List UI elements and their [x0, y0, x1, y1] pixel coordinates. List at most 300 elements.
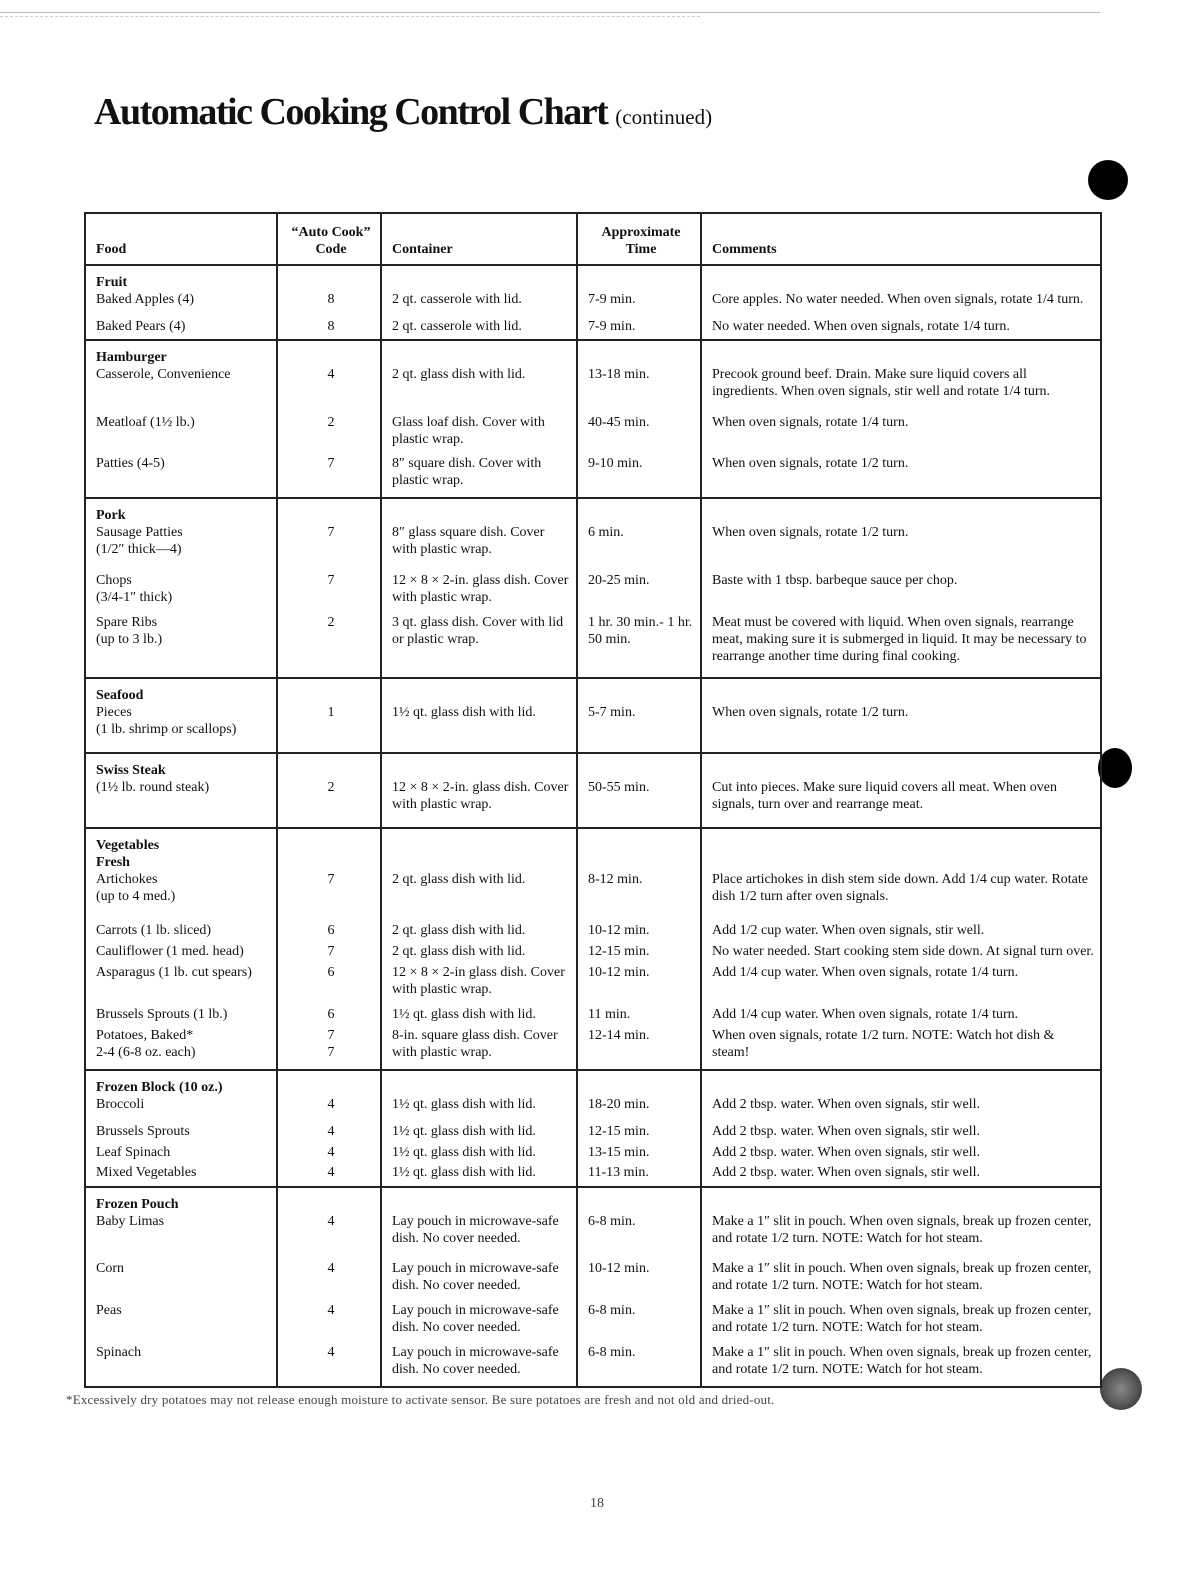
food-cell — [85, 964, 277, 1006]
auto-cook-code-cell — [277, 922, 381, 943]
food-name: Artichokes — [96, 871, 158, 887]
auto-cook-code-cell — [277, 455, 381, 498]
auto-cook-code: 4 — [327, 1303, 335, 1319]
auto-cook-code: 6 — [327, 965, 335, 981]
comments: Make a 1″ slit in pouch. When oven signals, break up frozen center, and rotate 1/2 turn. NOTE: Watch for hot steam. — [712, 1213, 1092, 1246]
comments-cell — [701, 753, 1101, 828]
approx-time: 11 min. — [588, 1006, 631, 1022]
comments-cell — [701, 318, 1101, 340]
table-row — [85, 828, 1101, 923]
comments-cell — [701, 922, 1101, 943]
auto-cook-code: 4 — [327, 1344, 335, 1360]
food-cell — [85, 1144, 277, 1165]
table-row — [85, 1070, 1101, 1123]
approx-time: 7-9 min. — [588, 292, 636, 307]
food-cell — [85, 1302, 277, 1344]
food-cell — [85, 922, 277, 943]
container-cell — [381, 498, 577, 572]
food-cell — [85, 1027, 277, 1070]
food-cell — [85, 678, 277, 753]
food-name: Meatloaf (1½ lb.) — [96, 414, 195, 430]
food-cell — [85, 614, 277, 678]
food-detail: (up to 4 med.) — [96, 888, 176, 904]
group-name: Vegetables — [96, 837, 160, 853]
food-name: Carrots (1 lb. sliced) — [96, 923, 212, 939]
approx-time: 11-13 min. — [588, 1165, 649, 1181]
food-name: Spinach — [96, 1344, 142, 1360]
food-cell — [85, 1344, 277, 1387]
container-cell — [381, 414, 577, 456]
table-header-row — [85, 213, 1101, 265]
header-time-line2: Time — [625, 242, 657, 257]
table-row — [85, 572, 1101, 614]
container: 2 qt. glass dish with lid. — [392, 923, 526, 939]
food-name: Corn — [96, 1261, 124, 1277]
comments: When oven signals, rotate 1/4 turn. — [712, 414, 909, 430]
food-cell — [85, 1070, 277, 1123]
cooking-chart — [84, 212, 1100, 1388]
header-food: Food — [85, 213, 277, 265]
approx-time: 5-7 min. — [588, 704, 636, 720]
approx-time: 6 min. — [588, 525, 624, 541]
food-cell — [85, 414, 277, 456]
approx-time: 6-8 min. — [588, 1344, 636, 1360]
comments: Add 2 tbsp. water. When oven signals, stir well. — [712, 1123, 981, 1139]
approx-time-cell — [577, 1006, 701, 1027]
comments: Make a 1″ slit in pouch. When oven signals, break up frozen center, and rotate 1/2 turn. NOTE: Watch for hot steam. — [712, 1344, 1092, 1377]
approx-time-cell — [577, 1164, 701, 1186]
container: 2 qt. glass dish with lid. — [392, 944, 526, 960]
auto-cook-code-cell — [277, 318, 381, 340]
auto-cook-code: 8 — [327, 292, 335, 307]
comments-cell — [701, 1260, 1101, 1302]
header-container: Container — [381, 213, 577, 265]
table-row — [85, 753, 1101, 828]
auto-cook-code: 8 — [327, 318, 335, 334]
comments-cell — [701, 1187, 1101, 1261]
group-name: Frozen Pouch — [96, 1196, 179, 1212]
container-cell — [381, 828, 577, 923]
approx-time: 10-12 min. — [588, 965, 650, 981]
comments-cell — [701, 1144, 1101, 1165]
comments: Add 1/2 cup water. When oven signals, stir well. — [712, 923, 985, 939]
table-row — [85, 414, 1101, 456]
food-name: Chops — [96, 573, 132, 589]
header-comments: Comments — [701, 213, 1101, 265]
container: 1½ qt. glass dish with lid. — [392, 704, 536, 720]
comments-cell — [701, 340, 1101, 414]
approx-time: 12-15 min. — [588, 1123, 650, 1139]
auto-cook-code-cell — [277, 678, 381, 753]
food-name: Baked Apples (4) — [96, 292, 194, 307]
title-subtitle: (continued) — [615, 105, 713, 129]
table-body — [85, 265, 1101, 1387]
auto-cook-code: 2 — [327, 414, 335, 430]
comments: When oven signals, rotate 1/2 turn. — [712, 525, 909, 541]
header-time — [577, 213, 701, 265]
table-row — [85, 265, 1101, 318]
container: 8″ square dish. Cover with plastic wrap. — [392, 456, 542, 489]
group-name: Frozen Block (10 oz.) — [96, 1079, 223, 1095]
comments-cell — [701, 1344, 1101, 1387]
auto-cook-code: 7 — [327, 525, 335, 541]
table-row — [85, 1344, 1101, 1387]
container: 2 qt. glass dish with lid. — [392, 366, 526, 382]
comments-cell — [701, 455, 1101, 498]
auto-cook-code-cell — [277, 828, 381, 923]
group-name: Seafood — [96, 687, 144, 703]
auto-cook-code-cell — [277, 1344, 381, 1387]
table-row — [85, 318, 1101, 340]
container: Lay pouch in microwave-safe dish. No cover needed. — [392, 1344, 559, 1377]
food-detail: (1/2″ thick—4) — [96, 542, 182, 558]
auto-cook-code: 7 — [327, 871, 335, 887]
container-cell — [381, 1344, 577, 1387]
container-cell — [381, 572, 577, 614]
approx-time: 1 hr. 30 min.- 1 hr. 50 min. — [588, 614, 693, 647]
approx-time: 13-18 min. — [588, 366, 650, 382]
auto-cook-code-cell — [277, 1144, 381, 1165]
approx-time-cell — [577, 1144, 701, 1165]
container-cell — [381, 753, 577, 828]
auto-cook-code: 1 — [327, 704, 335, 720]
auto-cook-code: 7 — [327, 944, 335, 960]
food-cell — [85, 318, 277, 340]
group-name: Hamburger — [96, 349, 167, 365]
comments-cell — [701, 964, 1101, 1006]
table-row — [85, 964, 1101, 1006]
approx-time: 50-55 min. — [588, 779, 650, 795]
approx-time: 7-9 min. — [588, 318, 636, 334]
food-cell — [85, 572, 277, 614]
table-row — [85, 678, 1101, 753]
approx-time-cell — [577, 1260, 701, 1302]
comments-cell — [701, 265, 1101, 318]
approx-time-cell — [577, 455, 701, 498]
table-row — [85, 340, 1101, 414]
comments: Cut into pieces. Make sure liquid covers all meat. When oven signals, turn over and rearrange meat. — [712, 779, 1057, 812]
approx-time-cell — [577, 1123, 701, 1144]
container: 12 × 8 × 2-in. glass dish. Cover with plastic wrap. — [392, 573, 569, 606]
group-name: Pork — [96, 508, 126, 524]
comments: Add 2 tbsp. water. When oven signals, stir well. — [712, 1096, 981, 1112]
comments-cell — [701, 498, 1101, 572]
auto-cook-code: 6 — [327, 1006, 335, 1022]
container-cell — [381, 964, 577, 1006]
table-row — [85, 943, 1101, 964]
food-name: Baby Limas — [96, 1213, 165, 1229]
comments-cell — [701, 1006, 1101, 1027]
food-cell — [85, 1260, 277, 1302]
auto-cook-code-cell — [277, 340, 381, 414]
container: 1½ qt. glass dish with lid. — [392, 1165, 536, 1181]
container: 8-in. square glass dish. Cover with plastic wrap. — [392, 1027, 558, 1060]
approx-time-cell — [577, 1344, 701, 1387]
food-cell — [85, 753, 277, 828]
auto-cook-code-cell — [277, 614, 381, 678]
food-name: Brussels Sprouts (1 lb.) — [96, 1006, 228, 1022]
container-cell — [381, 943, 577, 964]
header-code — [277, 213, 381, 265]
auto-cook-code-cell — [277, 498, 381, 572]
auto-cook-code-cell — [277, 1070, 381, 1123]
comments: Core apples. No water needed. When oven signals, rotate 1/4 turn. — [712, 292, 1084, 307]
container-cell — [381, 1123, 577, 1144]
auto-cook-code-cell — [277, 1027, 381, 1070]
approx-time-cell — [577, 943, 701, 964]
food-name: Cauliflower (1 med. head) — [96, 944, 244, 960]
approx-time-cell — [577, 1187, 701, 1261]
auto-cook-code-cell — [277, 1302, 381, 1344]
footnote: *Excessively dry potatoes may not release enough moisture to activate sensor. Be sure potatoes are fresh and not old and dried-out. — [66, 1392, 775, 1407]
comments: Place artichokes in dish stem side down. Add 1/4 cup water. Rotate dish 1/2 turn after oven signals. — [712, 871, 1088, 904]
scan-edge-line — [0, 16, 700, 17]
binder-hole-mark — [1100, 1368, 1142, 1410]
auto-cook-code-cell — [277, 265, 381, 318]
container: Lay pouch in microwave-safe dish. No cover needed. — [392, 1261, 559, 1294]
container: 8″ glass square dish. Cover with plastic wrap. — [392, 525, 545, 558]
auto-cook-code: 4 — [327, 1261, 335, 1277]
auto-cook-code: 7 — [327, 573, 335, 589]
approx-time: 10-12 min. — [588, 923, 650, 939]
food-name: Potatoes, Baked* — [96, 1027, 194, 1043]
food-cell — [85, 498, 277, 572]
comments-cell — [701, 828, 1101, 923]
container: 1½ qt. glass dish with lid. — [392, 1096, 536, 1112]
comments: Make a 1″ slit in pouch. When oven signals, break up frozen center, and rotate 1/2 turn. NOTE: Watch for hot steam. — [712, 1261, 1092, 1294]
comments: Make a 1″ slit in pouch. When oven signals, break up frozen center, and rotate 1/2 turn. NOTE: Watch for hot steam. — [712, 1303, 1092, 1336]
container: 1½ qt. glass dish with lid. — [392, 1006, 536, 1022]
food-name: Broccoli — [96, 1096, 145, 1112]
approx-time-cell — [577, 1070, 701, 1123]
approx-time: 40-45 min. — [588, 414, 650, 430]
food-name: Leaf Spinach — [96, 1144, 171, 1160]
comments-cell — [701, 614, 1101, 678]
approx-time: 10-12 min. — [588, 1261, 650, 1277]
container-cell — [381, 678, 577, 753]
comments-cell — [701, 1302, 1101, 1344]
approx-time-cell — [577, 318, 701, 340]
table-row — [85, 1164, 1101, 1186]
comments: No water needed. Start cooking stem side down. At signal turn over. — [712, 944, 1094, 960]
auto-cook-code-cell — [277, 414, 381, 456]
comments: Baste with 1 tbsp. barbeque sauce per chop. — [712, 573, 958, 589]
container: 1½ qt. glass dish with lid. — [392, 1144, 536, 1160]
comments: Add 2 tbsp. water. When oven signals, stir well. — [712, 1165, 981, 1181]
food-cell — [85, 1006, 277, 1027]
approx-time: 6-8 min. — [588, 1303, 636, 1319]
food-name: (1½ lb. round steak) — [96, 779, 210, 795]
table-row — [85, 1144, 1101, 1165]
auto-cook-code-cell — [277, 964, 381, 1006]
container: 2 qt. casserole with lid. — [392, 292, 522, 307]
auto-cook-code: 4 — [327, 366, 335, 382]
food-name: Peas — [96, 1303, 122, 1319]
comments: No water needed. When oven signals, rotate 1/4 turn. — [712, 318, 1010, 334]
title-text: Automatic Cooking Control Chart — [94, 91, 608, 133]
table-row — [85, 1027, 1101, 1070]
table-row — [85, 1302, 1101, 1344]
comments-cell — [701, 1123, 1101, 1144]
page-number: 18 — [590, 1496, 604, 1511]
approx-time: 20-25 min. — [588, 573, 650, 589]
auto-cook-code: 4 — [327, 1213, 335, 1229]
food-cell — [85, 265, 277, 318]
group-name: Fruit — [96, 275, 128, 290]
auto-cook-code-2: 7 — [327, 1044, 335, 1060]
page-title — [94, 90, 712, 134]
comments: Precook ground beef. Drain. Make sure liquid covers all ingredients. When oven signals, stir well and rotate 1/4 turn. — [712, 366, 1051, 399]
comments: Add 1/4 cup water. When oven signals, rotate 1/4 turn. — [712, 1006, 1019, 1022]
auto-cook-code: 4 — [327, 1144, 335, 1160]
food-name: Sausage Patties — [96, 525, 183, 541]
comments-cell — [701, 414, 1101, 456]
approx-time-cell — [577, 922, 701, 943]
comments: Meat must be covered with liquid. When oven signals, rearrange meat, making sure it is submerged in liquid. It may be necessary to rearrange another time during final cooking. — [712, 614, 1087, 664]
container-cell — [381, 1144, 577, 1165]
container-cell — [381, 1164, 577, 1186]
food-name: Spare Ribs — [96, 614, 158, 630]
table-row — [85, 1123, 1101, 1144]
food-cell — [85, 1187, 277, 1261]
approx-time-cell — [577, 614, 701, 678]
comments-cell — [701, 572, 1101, 614]
food-cell — [85, 828, 277, 923]
food-name: Patties (4-5) — [96, 456, 165, 472]
approx-time-cell — [577, 678, 701, 753]
table-row — [85, 1006, 1101, 1027]
approx-time: 12-14 min. — [588, 1027, 650, 1043]
food-name: Baked Pears (4) — [96, 318, 186, 334]
comments-cell — [701, 943, 1101, 964]
food-detail: (3/4-1″ thick) — [96, 590, 173, 606]
table-row — [85, 1187, 1101, 1261]
food-cell — [85, 340, 277, 414]
group-name: Swiss Steak — [96, 762, 166, 778]
comments: When oven signals, rotate 1/2 turn. — [712, 456, 909, 472]
food-detail: (up to 3 lb.) — [96, 631, 163, 647]
approx-time-cell — [577, 1302, 701, 1344]
auto-cook-code-cell — [277, 1260, 381, 1302]
container: Glass loaf dish. Cover with plastic wrap. — [392, 414, 545, 447]
container-cell — [381, 922, 577, 943]
table-row — [85, 1260, 1101, 1302]
auto-cook-code: 4 — [327, 1123, 335, 1139]
group-subname: Fresh — [96, 854, 130, 870]
container-cell — [381, 614, 577, 678]
container-cell — [381, 1006, 577, 1027]
approx-time: 9-10 min. — [588, 456, 643, 472]
auto-cook-code: 6 — [327, 923, 335, 939]
food-cell — [85, 1123, 277, 1144]
food-name: Mixed Vegetables — [96, 1165, 197, 1181]
auto-cook-code-cell — [277, 1123, 381, 1144]
food-cell — [85, 943, 277, 964]
food-name: Casserole, Convenience — [96, 366, 231, 382]
auto-cook-code: 7 — [327, 1027, 335, 1043]
auto-cook-code-cell — [277, 572, 381, 614]
auto-cook-code: 2 — [327, 779, 335, 795]
auto-cook-code: 4 — [327, 1165, 335, 1181]
binder-hole-mark — [1098, 748, 1132, 788]
approx-time-cell — [577, 572, 701, 614]
approx-time-cell — [577, 265, 701, 318]
approx-time: 12-15 min. — [588, 944, 650, 960]
approx-time: 8-12 min. — [588, 871, 643, 887]
container-cell — [381, 1302, 577, 1344]
container-cell — [381, 1260, 577, 1302]
container-cell — [381, 318, 577, 340]
table-row — [85, 922, 1101, 943]
container-cell — [381, 340, 577, 414]
comments: When oven signals, rotate 1/2 turn. NOTE: Watch hot dish & steam! — [712, 1027, 1055, 1060]
comments-cell — [701, 1070, 1101, 1123]
container: 12 × 8 × 2-in glass dish. Cover with plastic wrap. — [392, 965, 565, 998]
header-code-line2: Code — [315, 242, 347, 257]
approx-time-cell — [577, 414, 701, 456]
container: Lay pouch in microwave-safe dish. No cover needed. — [392, 1213, 559, 1246]
approx-time-cell — [577, 828, 701, 923]
approx-time-cell — [577, 498, 701, 572]
comments-cell — [701, 678, 1101, 753]
container-cell — [381, 1027, 577, 1070]
food-cell — [85, 455, 277, 498]
header-time-line1: Approximate — [601, 225, 681, 240]
auto-cook-code-cell — [277, 1164, 381, 1186]
food-detail: (1 lb. shrimp or scallops) — [96, 721, 237, 737]
container: 3 qt. glass dish. Cover with lid or plastic wrap. — [392, 614, 564, 647]
food-cell — [85, 1164, 277, 1186]
food-name: Brussels Sprouts — [96, 1123, 190, 1139]
auto-cook-code-cell — [277, 1006, 381, 1027]
approx-time: 13-15 min. — [588, 1144, 650, 1160]
container-cell — [381, 1187, 577, 1261]
approx-time-cell — [577, 964, 701, 1006]
auto-cook-code-cell — [277, 753, 381, 828]
container-cell — [381, 455, 577, 498]
table-row — [85, 498, 1101, 572]
food-name: Pieces — [96, 704, 132, 720]
approx-time: 18-20 min. — [588, 1096, 650, 1112]
container: 12 × 8 × 2-in. glass dish. Cover with plastic wrap. — [392, 779, 569, 812]
table-row — [85, 614, 1101, 678]
scan-edge-line — [0, 12, 1100, 13]
auto-cook-code: 7 — [327, 456, 335, 472]
approx-time: 6-8 min. — [588, 1213, 636, 1229]
comments: Add 2 tbsp. water. When oven signals, stir well. — [712, 1144, 981, 1160]
comments: Add 1/4 cup water. When oven signals, rotate 1/4 turn. — [712, 965, 1019, 981]
header-code-line1: “Auto Cook” — [291, 225, 371, 240]
container-cell — [381, 1070, 577, 1123]
container: Lay pouch in microwave-safe dish. No cover needed. — [392, 1303, 559, 1336]
auto-cook-code-cell — [277, 943, 381, 964]
cooking-table — [84, 212, 1102, 1388]
auto-cook-code-cell — [277, 1187, 381, 1261]
food-name: Asparagus (1 lb. cut spears) — [96, 965, 252, 981]
binder-hole-mark — [1088, 160, 1128, 200]
container: 1½ qt. glass dish with lid. — [392, 1123, 536, 1139]
auto-cook-code: 2 — [327, 614, 335, 630]
container-cell — [381, 265, 577, 318]
approx-time-cell — [577, 340, 701, 414]
comments: When oven signals, rotate 1/2 turn. — [712, 704, 909, 720]
auto-cook-code: 4 — [327, 1096, 335, 1112]
approx-time-cell — [577, 1027, 701, 1070]
table-row — [85, 455, 1101, 498]
comments-cell — [701, 1164, 1101, 1186]
food-detail: 2-4 (6-8 oz. each) — [96, 1044, 196, 1060]
approx-time-cell — [577, 753, 701, 828]
